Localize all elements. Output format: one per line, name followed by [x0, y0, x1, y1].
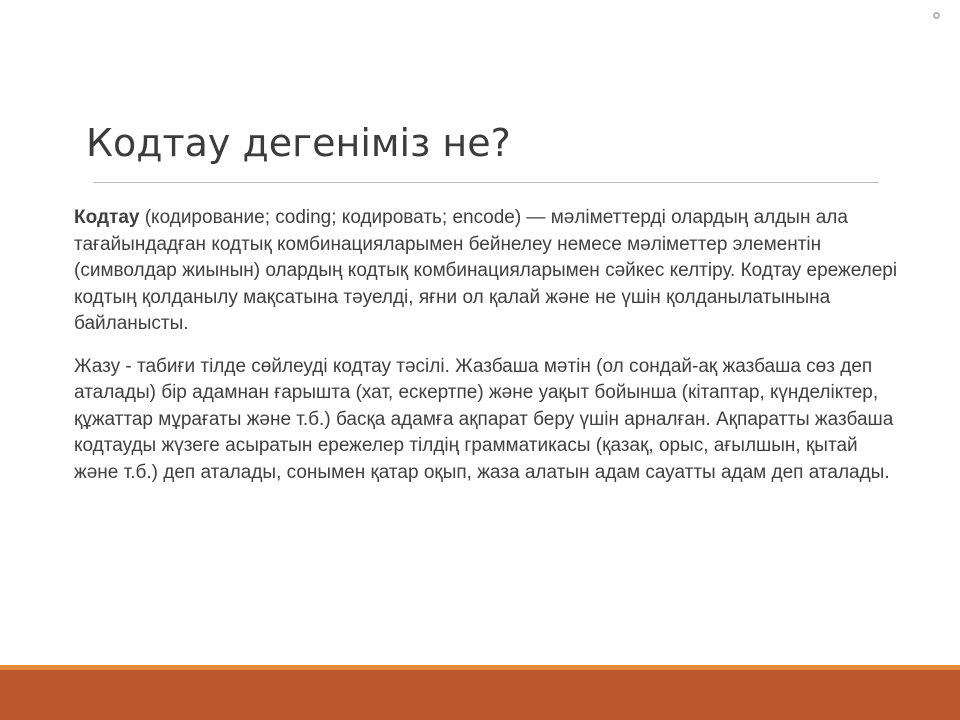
footer-band [0, 670, 960, 720]
corner-circle-icon [933, 12, 940, 19]
slide-body [74, 205, 898, 502]
definition-text: (кодирование; coding; кодировать; encode) — мәліметтерді олардың алдын ала тағайындадған кодтық комбинацияларымен бейнелеу немесе мәліметтер элементін (символдар жиынын) олардың кодтық комбинацияларымен сәйкес келтіру. Кодтау ережелері кодтың қолданылу мақсатына тәуелді, яғни ол қалай және не үшін қолданылатынына байланысты. [74, 207, 898, 334]
paragraph-writing: Жазу - табиғи тілде сөйлеуді кодтау тәсілі. Жазбаша мәтін (ол сондай-ақ жазбаша сөз деп аталады) бір адамнан ғарышта (хат, ескертпе) және уақыт бойынша (кітаптар, күнделіктер, құжаттар мұрағаты және т.б.) басқа адамға ақпарат беру үшін арналған. Ақпаратты жазбаша кодтауды жүзеге асыратын ережелер тілдің грамматикасы (қазақ, орыс, ағылшын, қытай және т.б.) деп аталады, сонымен қатар оқып, жаза алатын адам сауатты адам деп аталады. [74, 355, 894, 483]
paragraph-definition [74, 205, 898, 338]
definition-term: Кодтау [74, 207, 140, 228]
title-divider [93, 182, 879, 183]
slide-title: Кодтау дегеніміз не? [86, 121, 511, 165]
